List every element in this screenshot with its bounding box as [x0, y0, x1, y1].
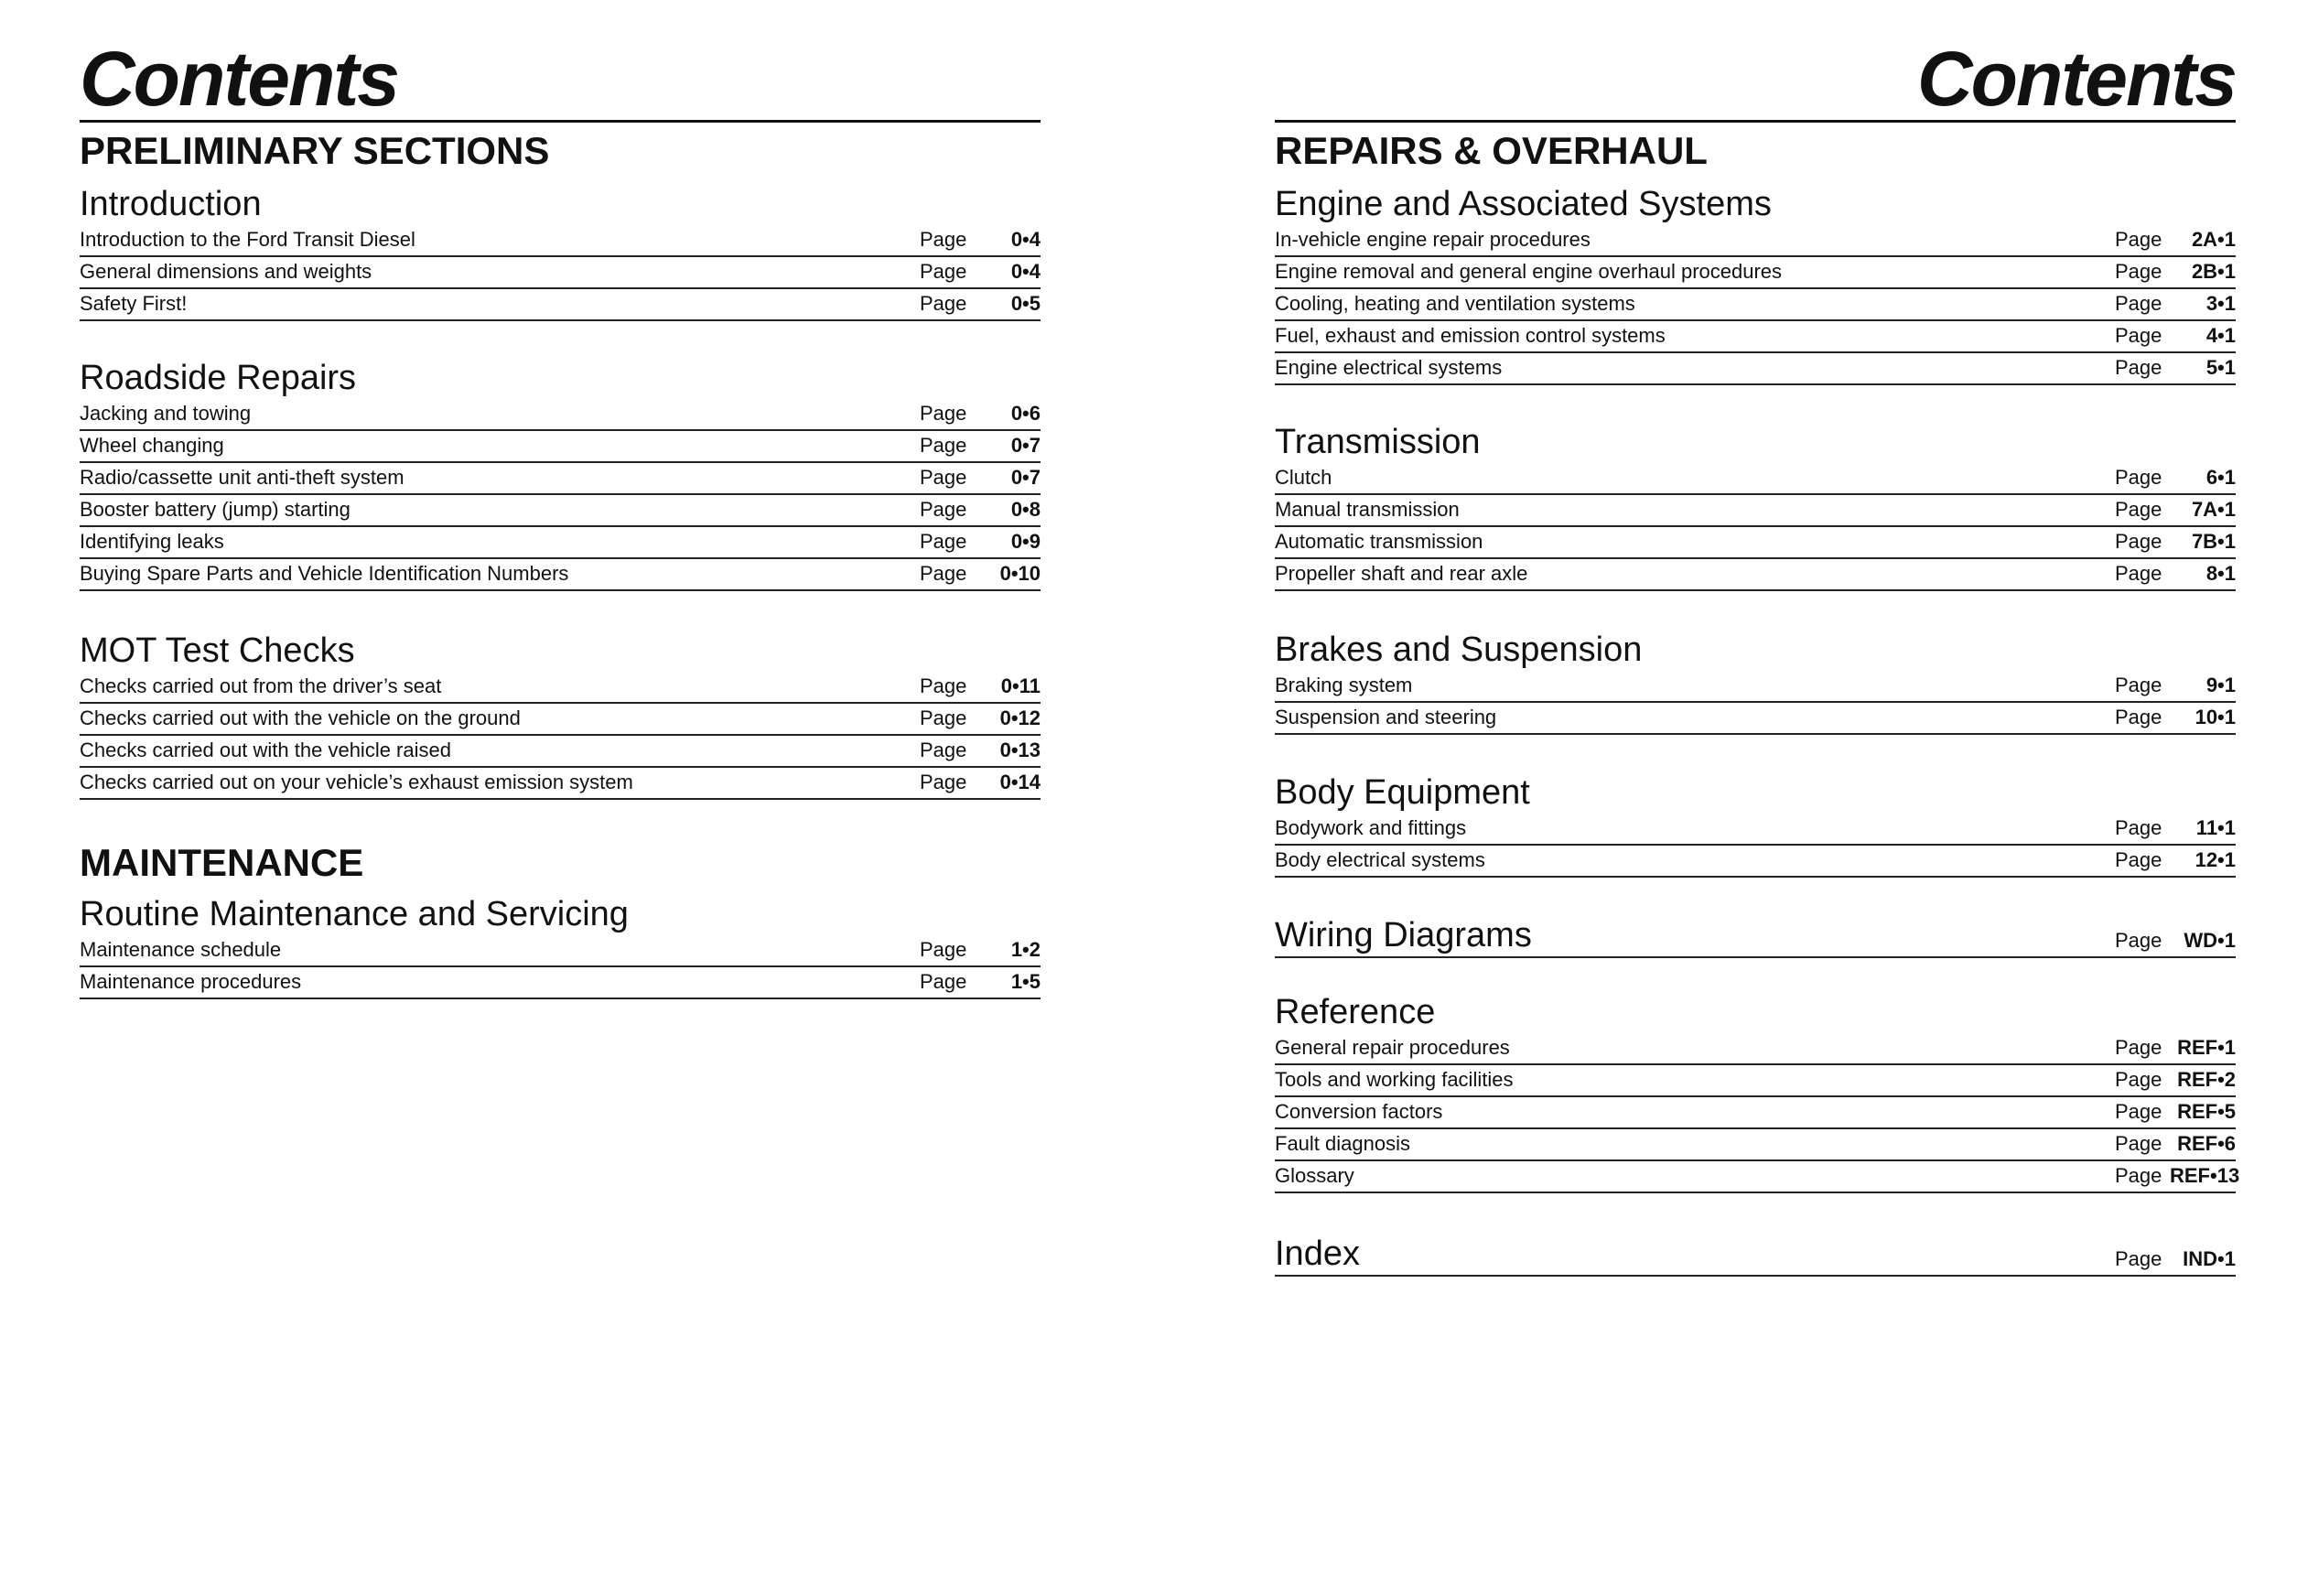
reference-group: [1275, 991, 2240, 1193]
page-word: Page: [920, 562, 967, 585]
subsection-title: Routine Maintenance and Servicing: [80, 895, 629, 933]
page-word: Page: [2115, 530, 2162, 553]
subsection-title: MOT Test Checks: [80, 631, 355, 670]
page-number: 1•2: [1010, 938, 1041, 961]
page-number: 1•5: [1010, 970, 1041, 993]
preliminary-sections: [80, 128, 1041, 174]
section-heading: PRELIMINARY SECTIONS: [80, 129, 550, 172]
page-word: Page: [2115, 848, 2162, 871]
subsection-title: Brakes and Suspension: [1275, 631, 1643, 669]
toc-row[interactable]: [1275, 1097, 2236, 1129]
page-word: Page: [2115, 562, 2162, 585]
toc-row[interactable]: [1275, 559, 2236, 591]
toc-row[interactable]: [80, 431, 1041, 463]
page-number: 8•1: [2205, 562, 2236, 585]
title-rule: [1275, 120, 2236, 123]
wiring-group: [1275, 912, 2236, 958]
page-word: Page: [920, 498, 967, 521]
page-word: Page: [2115, 674, 2162, 696]
entry-label: Braking system: [1275, 674, 1413, 696]
toc-row[interactable]: [80, 257, 1041, 289]
entry-label: Fuel, exhaust and emission control systems: [1275, 324, 1666, 347]
mot-group: [80, 630, 1041, 800]
page-word: Page: [2115, 1132, 2162, 1155]
entry-label: Jacking and towing: [80, 402, 252, 425]
page-word: Page: [2115, 1036, 2162, 1059]
entry-label: Manual transmission: [1275, 498, 1460, 521]
toc-row[interactable]: [1275, 1161, 2240, 1193]
entry-label: Identifying leaks: [80, 530, 224, 553]
toc-row[interactable]: [80, 289, 1041, 321]
page-word: Page: [920, 292, 967, 315]
entry-label: Maintenance procedures: [80, 970, 302, 993]
entry-label: Cooling, heating and ventilation systems: [1275, 292, 1635, 315]
page-word: Page: [920, 970, 967, 993]
toc-row[interactable]: [1275, 1231, 2236, 1277]
entry-label: Checks carried out with the vehicle on the ground: [80, 706, 521, 729]
entry-label: Glossary: [1275, 1164, 1354, 1187]
page-word: Page: [920, 402, 967, 425]
page-number: 0•8: [1010, 498, 1041, 521]
page-number: 2A•1: [2191, 228, 2236, 251]
page-number: 0•12: [999, 706, 1041, 729]
toc-row[interactable]: [1275, 703, 2236, 735]
entry-label: Introduction to the Ford Transit Diesel: [80, 228, 415, 251]
page-number: 0•10: [999, 562, 1041, 585]
introduction-group: [80, 183, 1041, 321]
entry-label: Fault diagnosis: [1275, 1132, 1410, 1155]
page-number: 3•1: [2205, 292, 2236, 315]
page-number: 0•6: [1010, 402, 1041, 425]
toc-row[interactable]: [80, 768, 1041, 800]
toc-row[interactable]: [1275, 846, 2236, 878]
page-number: 0•11: [1000, 674, 1041, 697]
toc-row[interactable]: [1275, 353, 2236, 385]
page-number: 0•7: [1010, 434, 1041, 457]
entry-label: General dimensions and weights: [80, 260, 372, 283]
page-number: REF•6: [2177, 1132, 2236, 1155]
toc-row[interactable]: [80, 225, 1041, 257]
page-word: Page: [2115, 292, 2162, 315]
page-word: Page: [2115, 706, 2162, 728]
toc-row[interactable]: [80, 672, 1041, 704]
index-group: [1275, 1231, 2236, 1277]
page-word: Page: [920, 739, 967, 761]
page-word: Page: [920, 938, 967, 961]
entry-label: Body electrical systems: [1275, 848, 1485, 871]
toc-row[interactable]: [1275, 495, 2236, 527]
page-number: REF•1: [2177, 1036, 2236, 1059]
page-number: 10•1: [2195, 706, 2236, 728]
page-number: REF•5: [2177, 1100, 2236, 1123]
page-word: Page: [2115, 356, 2162, 379]
page-number: 5•1: [2205, 356, 2236, 379]
page-number: IND•1: [2183, 1247, 2236, 1270]
page-word: Page: [2115, 260, 2162, 283]
entry-label: Bodywork and fittings: [1275, 816, 1467, 839]
toc-row[interactable]: [80, 704, 1041, 736]
page-word: Page: [2115, 1164, 2162, 1187]
section-heading: REPAIRS & OVERHAUL: [1275, 129, 1708, 172]
page-word: Page: [2115, 228, 2162, 251]
entry-label: In-vehicle engine repair procedures: [1275, 228, 1591, 251]
left-page: [80, 0, 1041, 993]
page-word: Page: [2115, 1100, 2162, 1123]
toc-row[interactable]: [80, 399, 1041, 431]
repairs-overhaul-section: [1275, 128, 2236, 174]
entry-label: Checks carried out with the vehicle raised: [80, 739, 451, 761]
toc-row[interactable]: [1275, 257, 2236, 289]
page-number: 0•5: [1010, 292, 1041, 315]
page-number: 9•1: [2205, 674, 2236, 696]
toc-row[interactable]: [1275, 912, 2236, 958]
entry-label: Maintenance schedule: [80, 938, 282, 961]
page-word: Page: [920, 260, 967, 283]
toc-row[interactable]: [1275, 1065, 2236, 1097]
page-word: Page: [2115, 1247, 2162, 1270]
entry-label: Safety First!: [80, 292, 188, 315]
page-title: Contents: [1917, 36, 2236, 122]
page-number: REF•13: [2170, 1164, 2240, 1187]
page-number: 6•1: [2205, 466, 2236, 489]
subsection-title: Reference: [1275, 993, 1436, 1031]
page-number: 0•4: [1010, 260, 1041, 283]
toc-row[interactable]: [1275, 527, 2236, 559]
toc-row[interactable]: [80, 967, 1041, 999]
entry-label: Buying Spare Parts and Vehicle Identification Numbers: [80, 562, 569, 585]
entry-label: Automatic transmission: [1275, 530, 1483, 553]
routine-group: [80, 893, 1041, 999]
subsection-title: Index: [1275, 1235, 1360, 1273]
section-heading: MAINTENANCE: [80, 841, 364, 884]
toc-row[interactable]: [80, 736, 1041, 768]
brakes-group: [1275, 629, 2236, 735]
page-number: 2B•1: [2191, 260, 2236, 283]
page-word: Page: [920, 771, 967, 793]
page-number: 0•13: [999, 739, 1041, 761]
page-word: Page: [2115, 816, 2162, 839]
page-number: 7B•1: [2191, 530, 2236, 553]
page-word: Page: [920, 706, 967, 729]
page-number: 4•1: [2205, 324, 2236, 347]
subsection-title: Wiring Diagrams: [1275, 916, 1532, 954]
toc-row[interactable]: [80, 935, 1041, 967]
page-word: Page: [920, 434, 967, 457]
entry-label: Checks carried out on your vehicle’s exhaust emission system: [80, 771, 633, 793]
toc-row[interactable]: [1275, 1129, 2236, 1161]
page-number: WD•1: [2184, 929, 2236, 952]
page-number: 0•9: [1010, 530, 1041, 553]
toc-row[interactable]: [80, 527, 1041, 559]
title-rule: [80, 120, 1041, 123]
entry-label: Suspension and steering: [1275, 706, 1497, 728]
page-number: 0•7: [1010, 466, 1041, 489]
page-word: Page: [920, 674, 967, 697]
entry-label: Clutch: [1275, 466, 1332, 489]
entry-label: Engine removal and general engine overhaul procedures: [1275, 260, 1783, 283]
entry-label: Wheel changing: [80, 434, 224, 457]
page-word: Page: [2115, 1068, 2162, 1091]
entry-label: Radio/cassette unit anti-theft system: [80, 466, 404, 489]
toc-row[interactable]: [80, 559, 1041, 591]
toc-row[interactable]: [1275, 463, 2236, 495]
entry-label: Engine electrical systems: [1275, 356, 1503, 379]
page-word: Page: [2115, 929, 2162, 952]
page-word: Page: [2115, 498, 2162, 521]
toc-row[interactable]: [1275, 289, 2236, 321]
toc-row[interactable]: [80, 495, 1041, 527]
page-number: 0•14: [999, 771, 1041, 793]
page-word: Page: [2115, 324, 2162, 347]
entry-label: Tools and working facilities: [1275, 1068, 1514, 1091]
subsection-title: Transmission: [1275, 423, 1481, 461]
page-word: Page: [920, 466, 967, 489]
toc-row[interactable]: [1275, 1033, 2236, 1065]
page-number: 0•4: [1010, 228, 1041, 251]
entry-label: Booster battery (jump) starting: [80, 498, 350, 521]
page-number: 11•1: [2195, 816, 2236, 839]
page-word: Page: [2115, 466, 2162, 489]
toc-row[interactable]: [1275, 814, 2236, 846]
toc-row[interactable]: [1275, 321, 2236, 353]
maintenance-section: [80, 840, 1041, 886]
page-number: 7A•1: [2191, 498, 2236, 521]
toc-row[interactable]: [1275, 225, 2236, 257]
subsection-title: Engine and Associated Systems: [1275, 185, 1772, 223]
roadside-group: [80, 357, 1041, 591]
entry-label: Conversion factors: [1275, 1100, 1443, 1123]
body-group: [1275, 771, 2236, 878]
page-number: 12•1: [2195, 848, 2236, 871]
entry-label: General repair procedures: [1275, 1036, 1510, 1059]
right-page: [1275, 0, 2240, 1273]
subsection-title: Body Equipment: [1275, 773, 1530, 812]
subsection-title: Roadside Repairs: [80, 359, 357, 397]
transmission-group: [1275, 421, 2236, 591]
page-title: Contents: [80, 36, 398, 122]
engine-group: [1275, 183, 2236, 385]
entry-label: Checks carried out from the driver’s seat: [80, 674, 442, 697]
entry-label: Propeller shaft and rear axle: [1275, 562, 1528, 585]
page-word: Page: [920, 530, 967, 553]
toc-row[interactable]: [1275, 671, 2236, 703]
page-number: REF•2: [2177, 1068, 2236, 1091]
subsection-title: Introduction: [80, 185, 262, 223]
toc-row[interactable]: [80, 463, 1041, 495]
page-word: Page: [920, 228, 967, 251]
